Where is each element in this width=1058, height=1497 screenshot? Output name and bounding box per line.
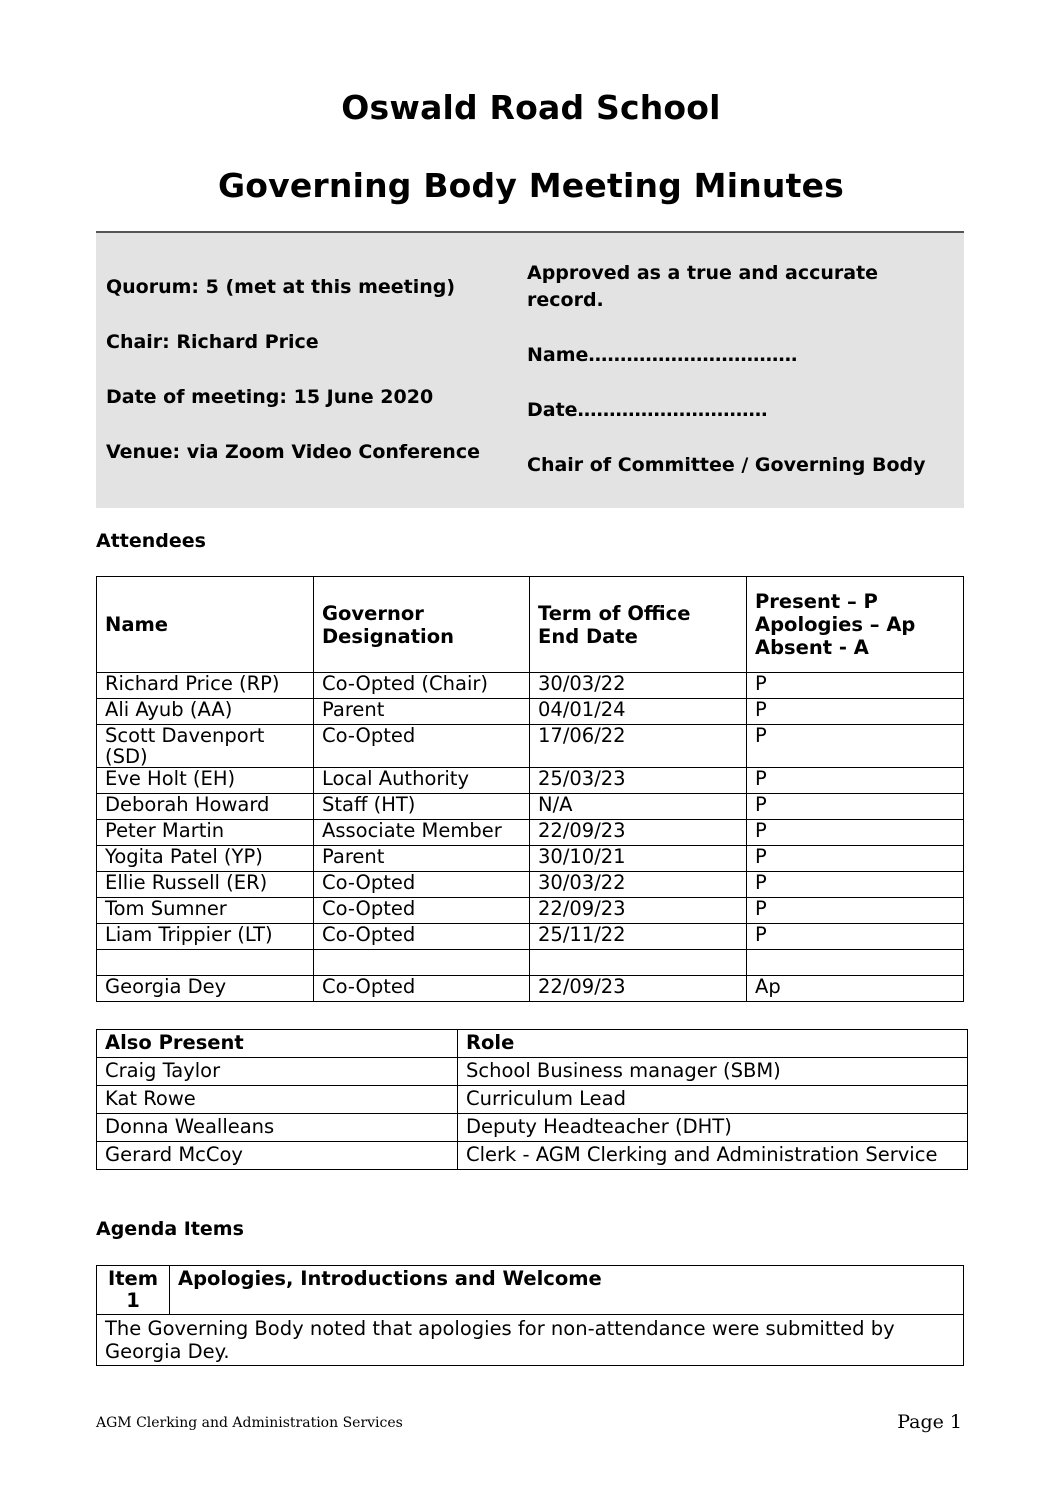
chair-signature-line: Chair of Committee / Governing Body — [527, 454, 926, 476]
attendee-attendance: P — [747, 846, 964, 872]
attendee-name — [97, 950, 314, 976]
also-present-row — [97, 1114, 968, 1142]
attendee-attendance: P — [747, 673, 964, 699]
agenda-item-body: The Governing Body noted that apologies for non-attendance were submitted by Georgia Dey. — [97, 1315, 964, 1366]
attendees-table — [96, 576, 964, 1002]
attendee-name: Tom Sumner — [97, 898, 314, 924]
col-header-designation: Governor Designation — [314, 577, 530, 673]
col-header-also-present: Also Present — [97, 1030, 458, 1058]
attendee-name: Ellie Russell (ER) — [97, 872, 314, 898]
approval-line-2: record. — [527, 289, 604, 311]
page-number: Page 1 — [897, 1411, 962, 1433]
attendee-term-end: 25/11/22 — [530, 924, 747, 950]
attendee-term-end: 17/06/22 — [530, 725, 747, 768]
attendee-row — [97, 768, 964, 794]
attendee-row — [97, 846, 964, 872]
also-present-role: School Business manager (SBM) — [458, 1058, 968, 1086]
attendee-name: Georgia Dey — [97, 976, 314, 1002]
attendee-designation — [314, 950, 530, 976]
attendee-row — [97, 898, 964, 924]
also-present-row — [97, 1142, 968, 1170]
attendee-designation: Staff (HT) — [314, 794, 530, 820]
attendee-attendance: P — [747, 820, 964, 846]
attendee-designation: Associate Member — [314, 820, 530, 846]
attendee-row — [97, 820, 964, 846]
also-present-role: Clerk - AGM Clerking and Administration Service — [458, 1142, 968, 1170]
col-header-attendance: Present – P Apologies – Ap Absent - A — [747, 577, 964, 673]
agenda-item-body-row — [97, 1315, 964, 1366]
attendee-designation: Parent — [314, 699, 530, 725]
attendee-attendance — [747, 950, 964, 976]
agenda-item-header-row — [97, 1266, 964, 1315]
attendee-designation: Co-Opted — [314, 976, 530, 1002]
attendee-term-end: 22/09/23 — [530, 898, 747, 924]
attendee-row — [97, 976, 964, 1002]
agenda-heading: Agenda Items — [96, 1218, 244, 1240]
attendee-row — [97, 872, 964, 898]
attendee-term-end: 25/03/23 — [530, 768, 747, 794]
attendee-term-end: 22/09/23 — [530, 820, 747, 846]
attendees-heading: Attendees — [96, 530, 206, 552]
attendee-designation: Co-Opted — [314, 725, 530, 768]
attendee-name: Ali Ayub (AA) — [97, 699, 314, 725]
also-present-row — [97, 1086, 968, 1114]
attendee-attendance: Ap — [747, 976, 964, 1002]
attendee-row — [97, 924, 964, 950]
also-present-header-row — [97, 1030, 968, 1058]
attendee-row — [97, 950, 964, 976]
attendee-term-end: 30/03/22 — [530, 673, 747, 699]
attendee-name: Eve Holt (EH) — [97, 768, 314, 794]
attendee-attendance: P — [747, 768, 964, 794]
also-present-row — [97, 1058, 968, 1086]
attendee-term-end: 30/10/21 — [530, 846, 747, 872]
meeting-date-text: Date of meeting: 15 June 2020 — [106, 386, 434, 408]
also-present-name: Donna Wealleans — [97, 1114, 458, 1142]
attendee-term-end: N/A — [530, 794, 747, 820]
also-present-table — [96, 1029, 968, 1170]
attendee-designation: Co-Opted — [314, 872, 530, 898]
attendee-attendance: P — [747, 794, 964, 820]
attendee-designation: Co-Opted (Chair) — [314, 673, 530, 699]
col-header-role: Role — [458, 1030, 968, 1058]
attendee-designation: Local Authority — [314, 768, 530, 794]
attendee-name: Richard Price (RP) — [97, 673, 314, 699]
also-present-name: Kat Rowe — [97, 1086, 458, 1114]
school-name: Oswald Road School — [341, 88, 721, 127]
attendee-attendance: P — [747, 872, 964, 898]
attendee-term-end — [530, 950, 747, 976]
meeting-info-box — [96, 231, 964, 508]
attendee-name: Peter Martin — [97, 820, 314, 846]
attendee-attendance: P — [747, 898, 964, 924]
signature-date-line: Date………………………… — [527, 399, 768, 421]
attendee-designation: Co-Opted — [314, 898, 530, 924]
attendee-row — [97, 794, 964, 820]
approval-line-1: Approved as a true and accurate — [527, 262, 879, 284]
attendee-attendance: P — [747, 699, 964, 725]
agenda-item-number: Item 1 — [97, 1266, 170, 1315]
attendee-designation: Co-Opted — [314, 924, 530, 950]
attendee-row — [97, 673, 964, 699]
attendee-attendance: P — [747, 924, 964, 950]
attendee-row — [97, 725, 964, 768]
quorum-text: Quorum: 5 (met at this meeting) — [106, 276, 456, 298]
attendee-name: Deborah Howard — [97, 794, 314, 820]
agenda-table — [96, 1265, 964, 1366]
attendee-term-end: 04/01/24 — [530, 699, 747, 725]
attendee-term-end: 22/09/23 — [530, 976, 747, 1002]
also-present-role: Deputy Headteacher (DHT) — [458, 1114, 968, 1142]
also-present-name: Craig Taylor — [97, 1058, 458, 1086]
attendees-header-row — [97, 577, 964, 673]
attendee-row — [97, 699, 964, 725]
also-present-name: Gerard McCoy — [97, 1142, 458, 1170]
signature-name-line: Name…………………………… — [527, 344, 798, 366]
attendee-designation: Parent — [314, 846, 530, 872]
chair-text: Chair: Richard Price — [106, 331, 319, 353]
agenda-item-title: Apologies, Introductions and Welcome — [170, 1266, 964, 1315]
col-header-term-end: Term of Office End Date — [530, 577, 747, 673]
attendee-attendance: P — [747, 725, 964, 768]
also-present-role: Curriculum Lead — [458, 1086, 968, 1114]
attendee-name: Scott Davenport (SD) — [97, 725, 314, 768]
attendee-term-end: 30/03/22 — [530, 872, 747, 898]
venue-text: Venue: via Zoom Video Conference — [106, 441, 480, 463]
document-title: Governing Body Meeting Minutes — [217, 166, 844, 205]
footer-organization: AGM Clerking and Administration Services — [96, 1415, 403, 1431]
col-header-name: Name — [97, 577, 314, 673]
attendee-name: Liam Trippier (LT) — [97, 924, 314, 950]
attendee-name: Yogita Patel (YP) — [97, 846, 314, 872]
